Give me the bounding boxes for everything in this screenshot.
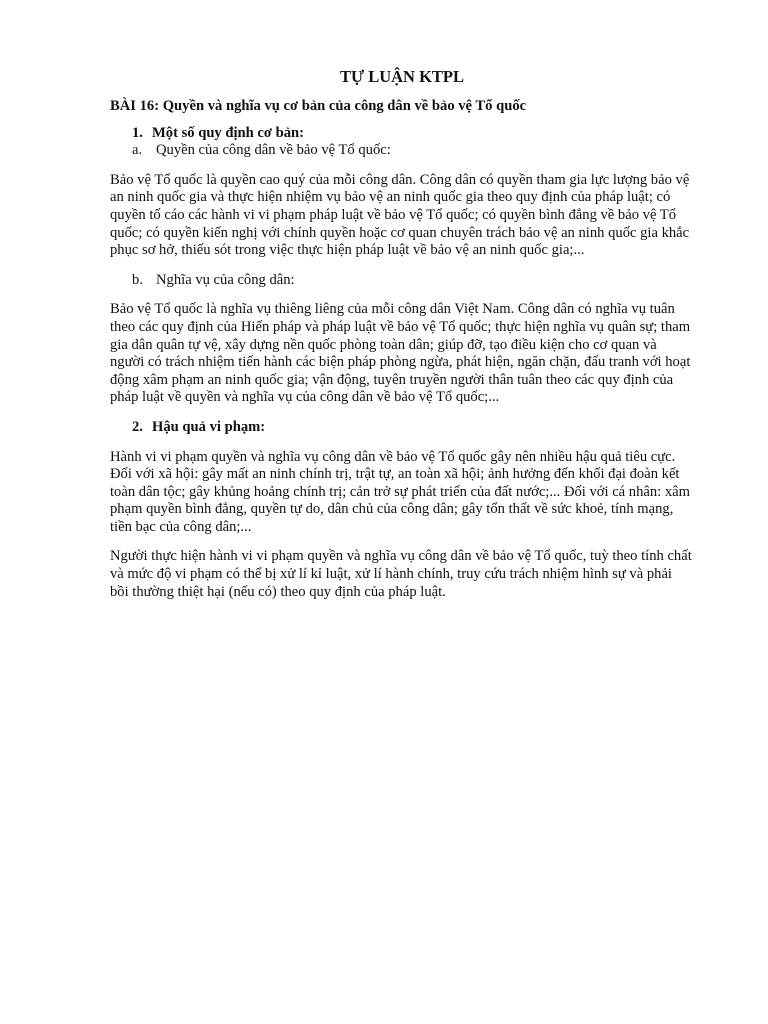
duties-paragraph: Bảo vệ Tổ quốc là nghĩa vụ thiêng liêng của mỗi công dân Việt Nam. Công dân có nghĩa vụ tuân theo các quy định của Hiến pháp và pháp luật về bảo vệ Tổ quốc; thực hiện nghĩa vụ quân sự; tham gia dân quân tự vệ, xây dựng nền quốc phòng toàn dân; giúp đỡ, tạo điều kiện cho cơ quan và người có trách nhiệm tiến hành các biện pháp phòng ngừa, phát hiện, ngăn chặn, đấu tranh với hoạt động xâm phạm an ninh quốc gia; vận động, tuyên truyền người thân tuân theo các quy định của pháp luật về quyền và nghĩa vụ của công dân về bảo vệ Tổ quốc;...	[110, 301, 691, 406]
section-2-heading	[110, 419, 694, 437]
consequences-paragraph: Hành vi vi phạm quyền và nghĩa vụ công dân về bảo vệ Tổ quốc gây nên nhiều hậu quả tiêu cực. Đối với xã hội: gây mất an ninh chính trị, trật tự, an toàn xã hội; ảnh hưởng đến khối đại đoàn kết toàn dân tộc; gây khủng hoảng chính trị; cản trở sự phát triển của đất nước;... Đối với cá nhân: xâm phạm quyền bình đẳng, quyền tự do, dân chủ của công dân; gây tổn thất về sức khoẻ, tính mạng, tiền bạc của công dân;...	[110, 448, 691, 535]
section-2-title: Hậu quả vi phạm:	[152, 418, 266, 435]
section-2-number: 2.	[132, 418, 143, 435]
subsection-a-letter: a.	[132, 142, 143, 159]
subsection-b-letter: b.	[132, 271, 143, 288]
subsection-a-title: Quyền của công dân về bảo vệ Tổ quốc:	[156, 142, 391, 159]
document-title: TỰ LUẬN KTPL	[339, 67, 465, 86]
document-page	[110, 66, 694, 613]
liability-paragraph: Người thực hiện hành vi vi phạm quyền và nghĩa vụ công dân về bảo vệ Tổ quốc, tuỳ theo tính chất và mức độ vi phạm có thể bị xử lí kỉ luật, xử lí hành chính, truy cứu trách nhiệm hình sự và phải bồi thường thiệt hại (nếu có) theo quy định của pháp luật.	[110, 548, 692, 600]
section-1-number: 1.	[132, 124, 143, 141]
section-1-title: Một số quy định cơ bản:	[152, 124, 305, 141]
subsection-b-title: Nghĩa vụ của công dân:	[156, 271, 295, 288]
subsection-b-heading	[110, 272, 694, 290]
subsection-a-heading	[110, 142, 694, 160]
section-1-heading	[110, 125, 694, 143]
lesson-title: BÀI 16: Quyền và nghĩa vụ cơ bản của công dân về bảo vệ Tổ quốc	[110, 98, 527, 114]
rights-paragraph: Bảo vệ Tổ quốc là quyền cao quý của mỗi công dân. Công dân có quyền tham gia lực lượng bảo vệ an ninh quốc gia và thực hiện nhiệm vụ bảo vệ an ninh quốc gia theo quy định của pháp luật; có quyền tố cáo các hành vi vi phạm pháp luật về bảo vệ Tổ quốc; có quyền bình đẳng về bảo vệ Tổ quốc; có quyền kiến nghị với chính quyền hoặc cơ quan chuyên trách bảo vệ an ninh quốc gia khắc phục sơ hở, thiếu sót trong việc thực hiện pháp luật về bảo vệ an ninh quốc gia;...	[110, 171, 690, 259]
